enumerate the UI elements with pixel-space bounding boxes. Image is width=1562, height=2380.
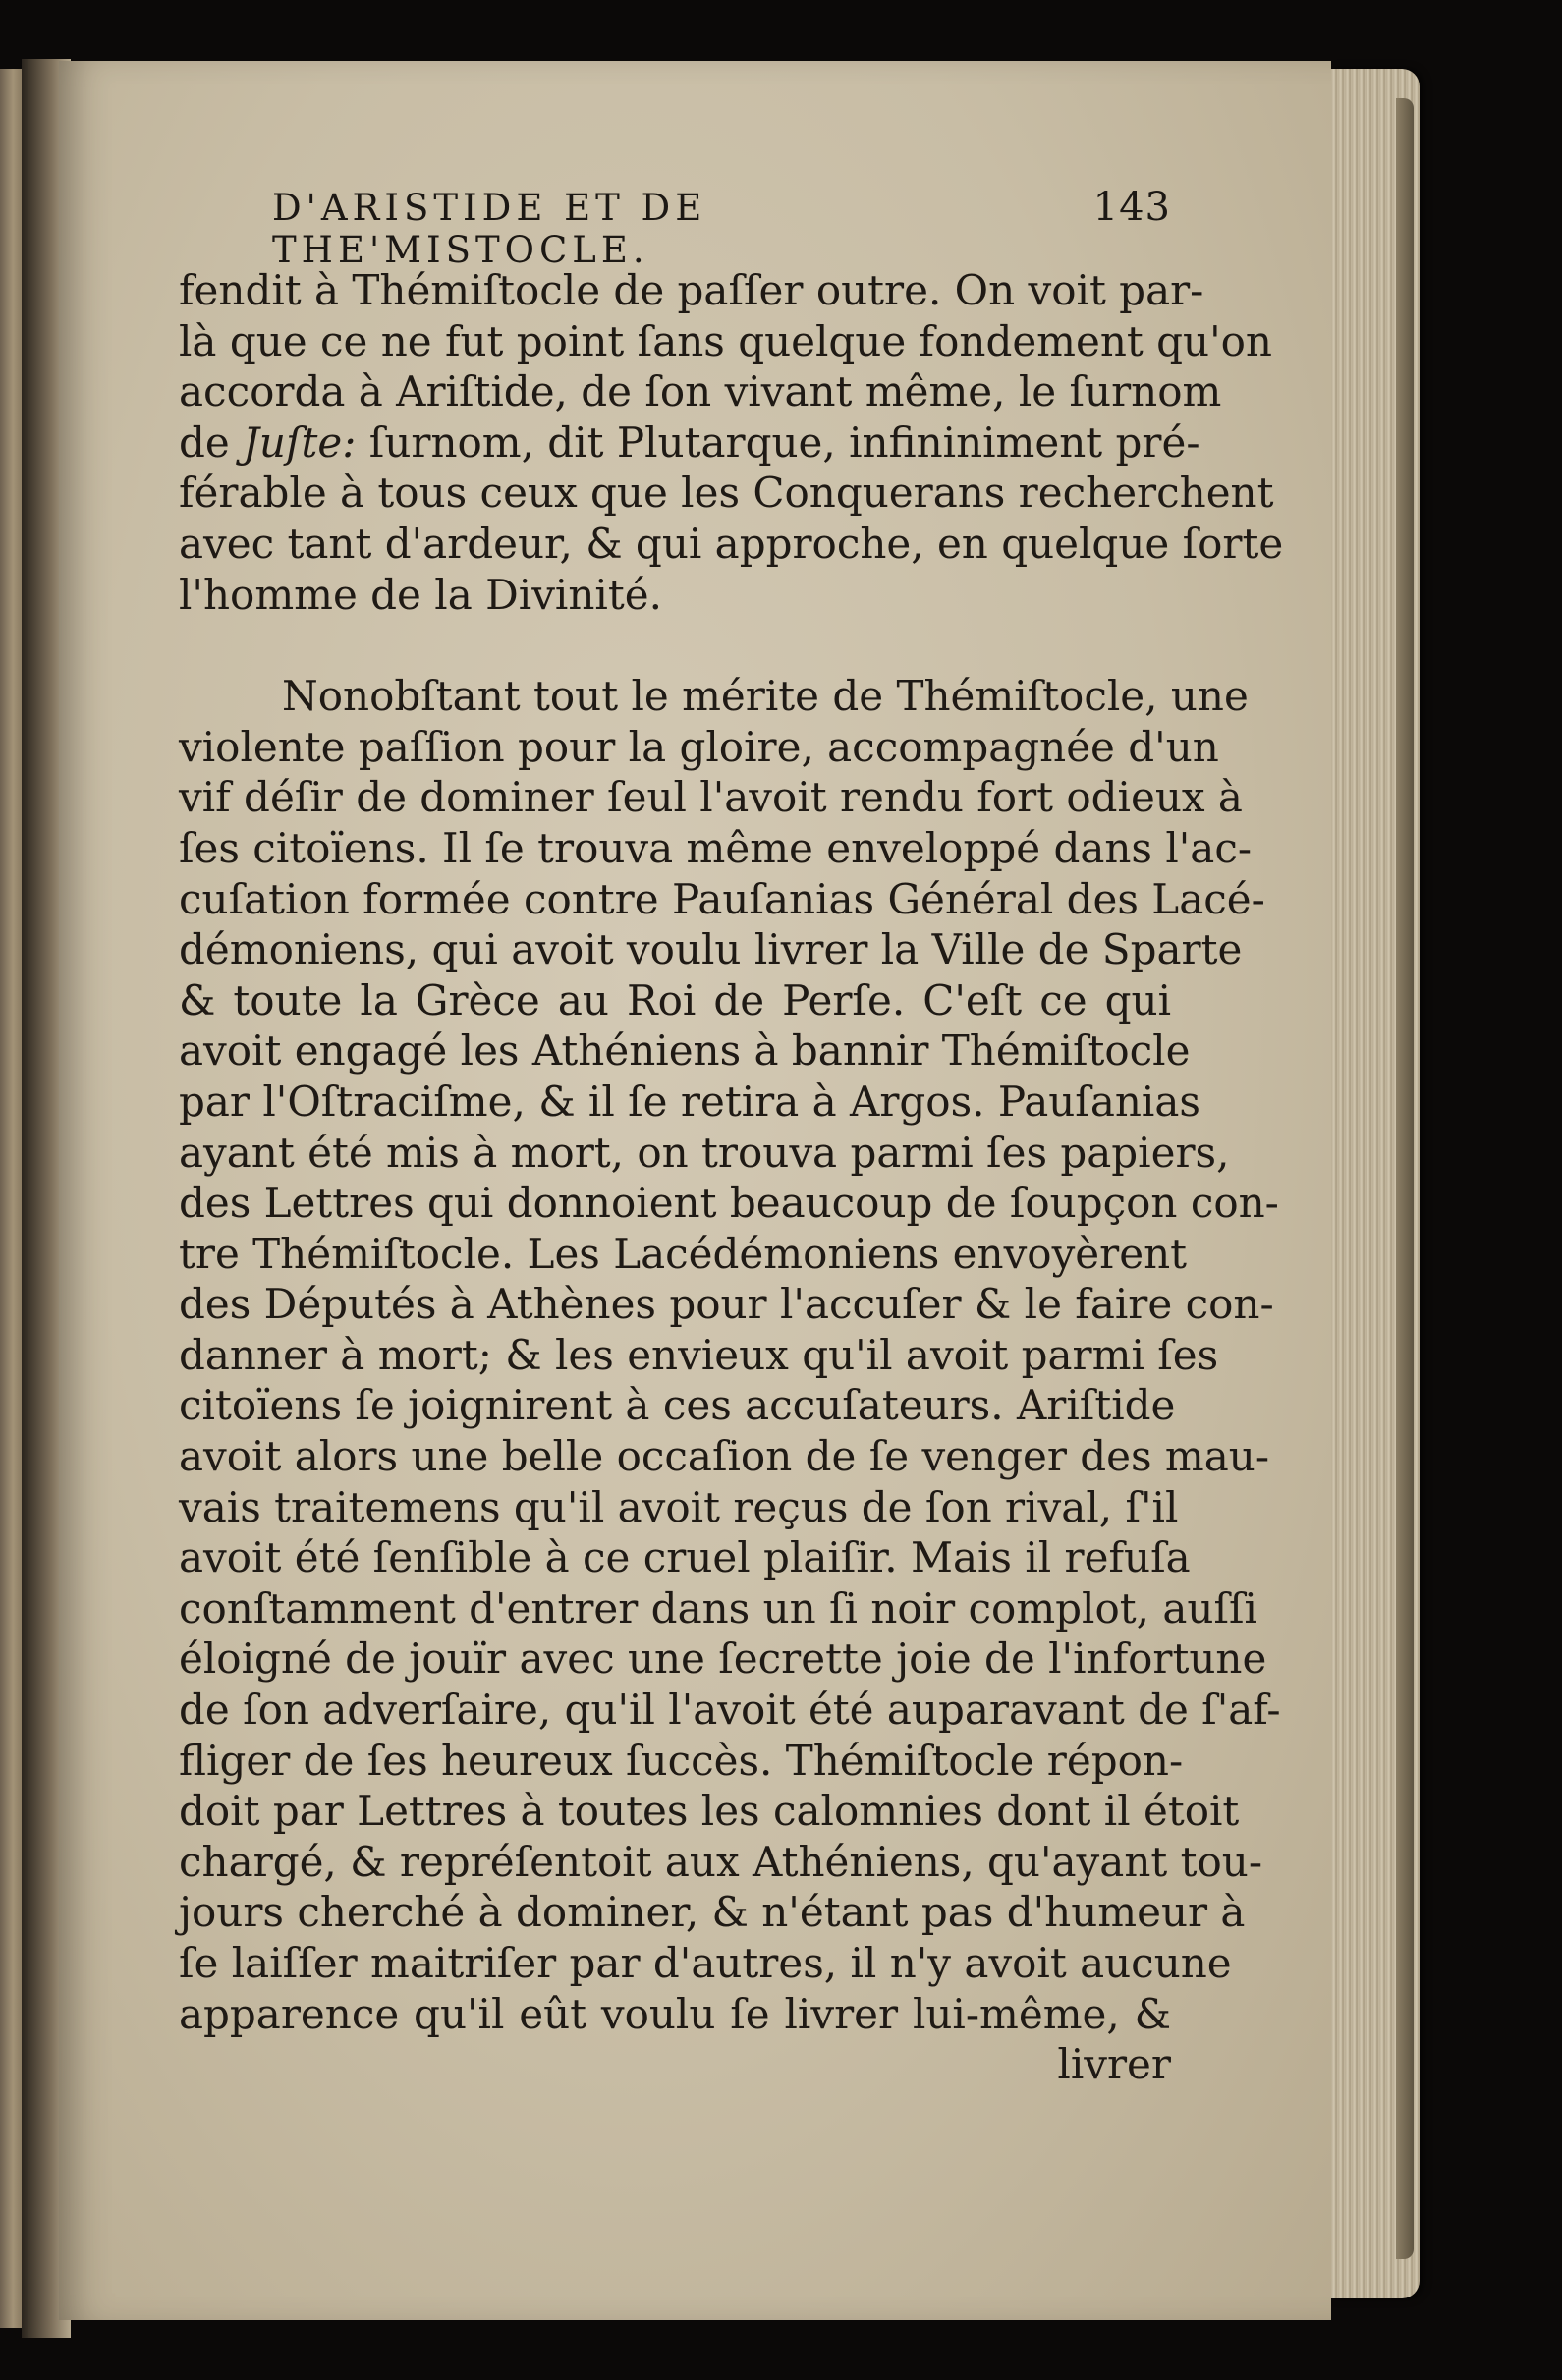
text-line: ſes citoïens. Il ſe trouva même enveloppé dans l'ac- (179, 823, 1253, 872)
text-line: citoïens ſe joignirent à ces accuſateurs. Ariſtide (179, 1381, 1176, 1430)
running-head (272, 185, 1171, 271)
page-number: 143 (1092, 185, 1171, 230)
italic-word: Juſte: (243, 417, 357, 467)
text-line: par l'Oſtraciſme, & il ſe retira à Argos. Pauſanias (179, 1077, 1200, 1126)
catchword: livrer (1057, 2040, 1171, 2089)
facing-page-edge (0, 69, 22, 2328)
text-line: férable à tous ceux que les Conquerans recherchent (179, 469, 1274, 518)
text-line: tre Thémiſtocle. Les Lacédémoniens envoyèrent (179, 1229, 1188, 1278)
text-line: conſtamment d'entrer dans un ſi noir complot, auſſi (179, 1583, 1257, 1633)
running-head-title: D'ARISTIDE ET DE THE'MISTOCLE. (272, 187, 707, 271)
text-line: démoniens, qui avoit voulu livrer la Ville de Sparte (179, 925, 1243, 974)
text-line: doit par Lettres à toutes les calomnies dont il étoit (179, 1787, 1240, 1836)
text-line: avoit engagé les Athéniens à bannir Thémiſtocle (179, 1026, 1191, 1076)
paragraph-break (179, 620, 1171, 671)
text-line: fendit à Thémiſtocle de paſſer outre. On voit par- (179, 266, 1204, 314)
text-line: ayant été mis à mort, on trouva parmi ſes papiers, (179, 1128, 1230, 1177)
text-line: éloigné de jouïr avec une ſecrette joie de l'infortune (179, 1634, 1267, 1684)
text-line: avec tant d'ardeur, & qui approche, en quelque ſorte (179, 519, 1284, 568)
text-line: de Juſte: ſurnom, dit Plutarque, infininiment pré- (179, 417, 1200, 467)
text-line: & toute la Grèce au Roi de Perſe. C'eſt ce qui (179, 975, 1171, 1024)
text-line: avoit alors une belle occaſion de ſe venger des mau- (179, 1432, 1270, 1481)
text-line: apparence qu'il eût voulu ſe livrer lui-même, & (179, 1989, 1171, 2038)
text-line: l'homme de la Divinité. (179, 570, 662, 619)
text-line: avoit été ſenſible à ce cruel plaiſir. Mais il refuſa (179, 1533, 1191, 1582)
text-line: vif déſir de dominer ſeul l'avoit rendu fort odieux à (179, 773, 1243, 822)
text-line: vais traitemens qu'il avoit reçus de ſon rival, ſ'il (179, 1482, 1179, 1531)
text-line: fliger de ſes heureux ſuccès. Thémiſtocle répon- (179, 1736, 1184, 1785)
text-line: cuſation formée contre Pauſanias Général des Lacé- (179, 874, 1265, 923)
page-edges (1331, 69, 1420, 2298)
text-line: Nonobſtant tout le mérite de Thémiſtocle, une (282, 672, 1249, 721)
text-line: violente paſſion pour la gloire, accompagnée d'un (179, 722, 1219, 771)
text-line: danner à mort; & les envieux qu'il avoit parmi ſes (179, 1330, 1219, 1379)
text-line: jours cherché à dominer, & n'étant pas d'humeur à (179, 1888, 1246, 1937)
text-line: là que ce ne fut point ſans quelque fondement qu'on (179, 316, 1272, 365)
text-line: des Lettres qui donnoient beaucoup de ſoupçon con- (179, 1179, 1279, 1228)
text-line: chargé, & repréſentoit aux Athéniens, qu'ayant tou- (179, 1837, 1263, 1886)
body-text (179, 265, 1284, 2090)
text-line: des Députés à Athènes pour l'accuſer & le faire con- (179, 1280, 1274, 1329)
text-line: accorda à Ariſtide, de ſon vivant même, le ſurnom (179, 367, 1222, 416)
text-line: ſe laiſſer maitriſer par d'autres, il n'y avoit aucune (179, 1939, 1232, 1987)
text-line: de ſon adverſaire, qu'il l'avoit été auparavant de ſ'af- (179, 1686, 1281, 1735)
